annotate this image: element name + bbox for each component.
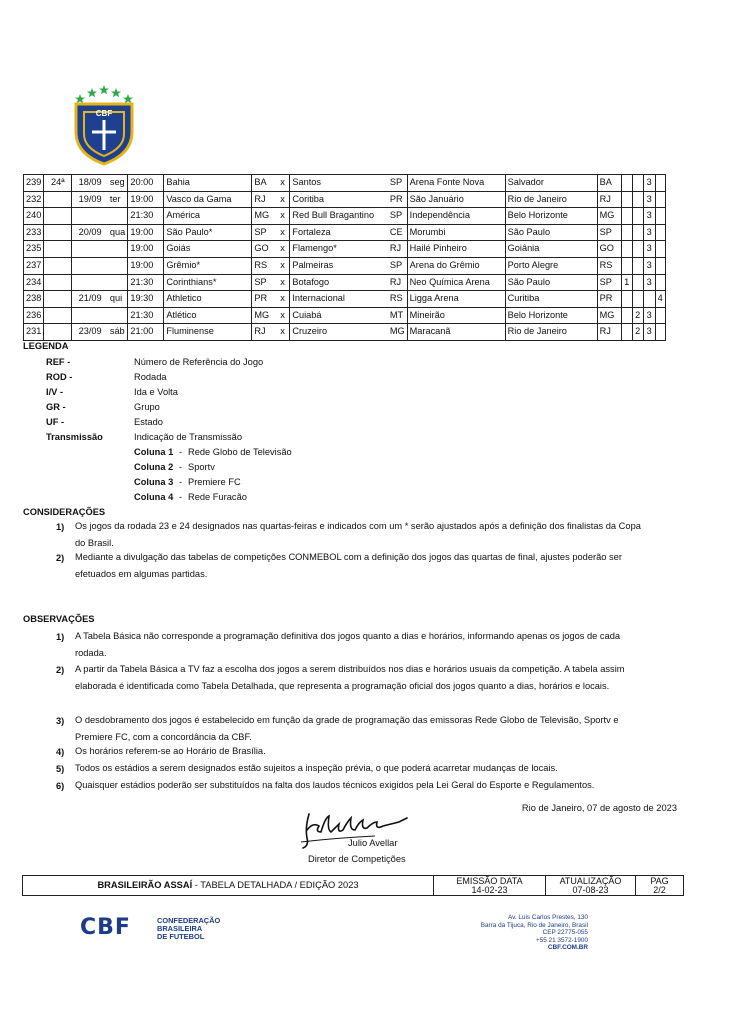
game-date: 20/09 (72, 224, 108, 241)
game-date (72, 241, 108, 258)
game-home-uf: GO (252, 241, 276, 258)
game-tv-col2 (632, 208, 643, 225)
game-ref: 232 (24, 191, 44, 208)
legend-column-value: Sportv (188, 462, 215, 472)
table-row (24, 191, 666, 208)
list-item-text: Os horários referem-se ao Horário de Brasília. (75, 746, 266, 756)
game-time: 19:00 (128, 257, 164, 274)
game-tv-col3: 3 (643, 241, 655, 258)
game-weekday: qui (109, 293, 123, 304)
legend-dash: - (179, 492, 183, 502)
game-city: Salvador (505, 175, 597, 192)
legend-column-key: Coluna 4 (134, 492, 174, 502)
list-item-number: 1) (56, 522, 65, 532)
game-weekday (108, 208, 128, 225)
legenda-title: LEGENDA (23, 341, 69, 351)
list-item-text: Mediante a divulgação das tabelas de competições CONMEBOL com a definição dos jogos das quartas de final, ajustes poderão ser efetuados em algumas partidas. (75, 552, 622, 579)
game-ref: 233 (24, 224, 44, 241)
game-stadium: Morumbi (407, 224, 505, 241)
legend-key: UF - (46, 417, 65, 427)
game-rodada (44, 241, 72, 258)
game-date: 21/09 (72, 291, 108, 308)
game-city: Porto Alegre (505, 257, 597, 274)
game-weekday (108, 307, 128, 324)
game-date: 23/09 (72, 324, 108, 341)
game-away-team: Coritiba (290, 191, 388, 208)
footer-title-bold: BRASILEIRÃO ASSAÍ (97, 880, 193, 890)
game-home-team: Corinthians* (164, 274, 252, 291)
consideracoes-title: CONSIDERAÇÕES (23, 507, 106, 517)
game-tv-col3: 3 (643, 257, 655, 274)
game-stadium: Independência (407, 208, 505, 225)
signer-name: Julio Avellar (348, 838, 398, 848)
list-item-number: 4) (56, 747, 65, 757)
game-rodada (44, 257, 72, 274)
game-weekday (108, 274, 128, 291)
game-weekday (108, 257, 128, 274)
game-home-uf: MG (252, 307, 276, 324)
game-weekday: qua (109, 226, 126, 237)
list-item-text: A Tabela Básica não corresponde a programação definitiva dos jogos quanto a dias e horários, informando apenas os jogos de cada rodada. (75, 631, 621, 658)
legend-key: ROD - (46, 372, 73, 382)
cbf-name-line: DE FUTEBOL (157, 932, 205, 941)
game-tv-col4 (655, 191, 665, 208)
game-tv-col1 (621, 324, 632, 341)
game-away-uf: PR (389, 193, 403, 204)
game-stadium: São Januário (407, 191, 505, 208)
game-away-uf: MG (389, 326, 405, 337)
game-away-uf: MT (389, 309, 404, 320)
game-tv-col2 (632, 191, 643, 208)
list-item-text: Todos os estádios a serem designados estão sujeitos a inspeção prévia, o que poderá acarretar mudanças de locais. (75, 763, 558, 773)
game-tv-col4 (655, 324, 665, 341)
game-uf: GO (597, 241, 621, 258)
game-home-team: Grêmio* (164, 257, 252, 274)
game-away-uf: RJ (389, 243, 402, 254)
game-rodada: 24ª (44, 175, 72, 192)
legend-column-value: Premiere FC (188, 477, 241, 487)
game-away-uf: RJ (389, 276, 402, 287)
list-item-number: 5) (56, 764, 65, 774)
game-tv-col3: 3 (643, 208, 655, 225)
game-versus: x (280, 243, 285, 254)
footer-box (22, 875, 684, 896)
list-item-number: 3) (56, 716, 65, 726)
game-home-team: Bahia (164, 175, 252, 192)
cbf-website-link[interactable]: CBF.COM.BR (547, 944, 588, 952)
legend-key: GR - (46, 402, 66, 412)
game-tv-col1 (621, 307, 632, 324)
game-home-uf: RS (252, 257, 276, 274)
game-date: 19/09 (72, 191, 108, 208)
legend-column-key: Coluna 2 (134, 462, 174, 472)
game-away-team: Internacional (290, 291, 388, 308)
atualizacao-value: 07-08-23 (572, 885, 609, 895)
game-stadium: Maracanã (407, 324, 505, 341)
address-line: Barra da Tijuca, Rio de Janeiro, Brasil (480, 921, 588, 929)
game-versus: x (280, 326, 285, 337)
game-away-team: Red Bull Bragantino (290, 208, 388, 225)
legend-value: Estado (134, 417, 163, 427)
address-line: CEP 22775-055 (542, 929, 588, 937)
game-tv-col2 (632, 241, 643, 258)
table-row (24, 175, 666, 192)
legend-value: Grupo (134, 402, 160, 412)
logo-text: CBF (95, 109, 113, 118)
list-item-number: 2) (56, 553, 65, 563)
game-city: Belo Horizonte (505, 307, 597, 324)
game-tv-col3 (643, 291, 655, 308)
game-uf: RJ (597, 324, 621, 341)
stars-icon (75, 85, 133, 103)
game-tv-col3: 3 (643, 175, 655, 192)
game-away-team: Cuiabá (290, 307, 388, 324)
game-versus: x (280, 293, 285, 304)
game-stadium: Arena do Grêmio (407, 257, 505, 274)
game-tv-col3: 3 (643, 324, 655, 341)
legend-column-key: Coluna 3 (134, 477, 174, 487)
legend-dash: - (179, 447, 183, 457)
table-row (24, 324, 666, 341)
observacoes-title: OBSERVAÇÕES (23, 614, 95, 624)
game-home-uf: RJ (252, 324, 276, 341)
game-tv-col4 (655, 257, 665, 274)
game-date (72, 274, 108, 291)
game-tv-col4 (655, 175, 665, 192)
game-home-team: Vasco da Gama (164, 191, 252, 208)
legend-key: Transmissão (46, 432, 103, 442)
game-city: Belo Horizonte (505, 208, 597, 225)
cbf-name-line: CONFEDERAÇÃO (157, 916, 221, 925)
legend-value: Número de Referência do Jogo (134, 357, 264, 367)
list-item-text: O desdobramento dos jogos é estabelecido em função da grade de programação das emissoras Rede Globo de Televisão, Sportv e Premiere FC, com a concordância da CBF. (75, 715, 619, 742)
footer-title-rest: - TABELA DETALHADA / EDIÇÃO 2023 (192, 880, 359, 890)
game-tv-col1 (621, 291, 632, 308)
list-item-number: 2) (56, 665, 65, 675)
game-home-team: Fluminense (164, 324, 252, 341)
list-item-number: 6) (56, 781, 65, 791)
game-time: 19:00 (128, 224, 164, 241)
game-away-uf: SP (389, 177, 403, 187)
cbf-fullname (157, 917, 220, 941)
emissao-value: 14-02-23 (471, 885, 508, 895)
game-uf: SP (597, 224, 621, 241)
game-weekday (108, 241, 128, 258)
game-stadium: Hailé Pinheiro (407, 241, 505, 258)
game-tv-col2: 2 (632, 324, 643, 341)
game-versus: x (280, 259, 285, 270)
pag-value: 2/2 (653, 885, 666, 895)
game-home-uf: MG (252, 208, 276, 225)
table-row (24, 257, 666, 274)
legend-key: REF - (46, 357, 71, 367)
list-item-text: Os jogos da rodada 23 e 24 designados nas quartas-feiras e indicados com um * serão ajustados após a definição dos finalistas da Copa do Brasil. (75, 521, 641, 548)
game-ref: 234 (24, 274, 44, 291)
game-time: 21:00 (128, 324, 164, 341)
table-row (24, 224, 666, 241)
game-away-team: Botafogo (290, 274, 388, 291)
legend-column-value: Rede Globo de Televisão (188, 447, 292, 457)
game-tv-col2 (632, 291, 643, 308)
game-away-uf: RS (389, 293, 403, 304)
legend-key: I/V - (46, 387, 64, 397)
game-tv-col3: 3 (643, 224, 655, 241)
game-tv-col1 (621, 241, 632, 258)
game-city: Rio de Janeiro (505, 191, 597, 208)
game-away-team: Palmeiras (290, 257, 388, 274)
game-time: 21:30 (128, 208, 164, 225)
game-home-uf: PR (252, 291, 276, 308)
game-versus: x (280, 193, 285, 204)
footer-emissao (433, 876, 545, 895)
game-ref: 237 (24, 257, 44, 274)
game-rodada (44, 274, 72, 291)
game-time: 19:00 (128, 191, 164, 208)
list-item-number: 1) (56, 632, 65, 642)
game-ref: 240 (24, 208, 44, 225)
game-ref: 236 (24, 307, 44, 324)
game-away-uf: SP (389, 259, 403, 270)
game-away-team: Cruzeiro (290, 324, 388, 341)
game-away-team: Fortaleza (290, 224, 388, 241)
game-tv-col1: 1 (621, 274, 632, 291)
game-tv-col3: 3 (643, 307, 655, 324)
game-stadium: Arena Fonte Nova (407, 175, 505, 192)
pag-label: PAG (650, 876, 669, 886)
game-date: 18/09 (72, 175, 108, 192)
game-city: Rio de Janeiro (505, 324, 597, 341)
game-rodada (44, 291, 72, 308)
table-row (24, 307, 666, 324)
game-stadium: Neo Química Arena (407, 274, 505, 291)
address-line: Av. Luis Carlos Prestes, 130 (507, 914, 588, 921)
atualizacao-label: ATUALIZAÇÃO (559, 876, 622, 886)
game-stadium: Ligga Arena (407, 291, 505, 308)
game-uf: RS (597, 257, 621, 274)
game-tv-col4: 4 (655, 291, 665, 308)
game-city: Goiânia (505, 241, 597, 258)
game-ref: 231 (24, 324, 44, 341)
game-uf: MG (597, 307, 621, 324)
game-home-team: Athletico (164, 291, 252, 308)
game-uf: SP (597, 274, 621, 291)
legend-value: Ida e Volta (134, 387, 178, 397)
table-row (24, 241, 666, 258)
game-weekday: sáb (109, 326, 125, 337)
game-home-uf: SP (252, 274, 276, 291)
game-tv-col4 (655, 307, 665, 324)
legend-value: Rodada (134, 372, 167, 382)
table-row (24, 208, 666, 225)
legend-column-key: Coluna 1 (134, 447, 174, 457)
game-city: São Paulo (505, 224, 597, 241)
game-ref: 239 (24, 175, 44, 192)
game-home-uf: BA (252, 175, 276, 192)
game-versus: x (280, 226, 285, 237)
game-uf: PR (597, 291, 621, 308)
game-ref: 235 (24, 241, 44, 258)
game-time: 21:30 (128, 274, 164, 291)
game-weekday: ter (109, 193, 121, 204)
legend-dash: - (179, 462, 183, 472)
game-tv-col1 (621, 257, 632, 274)
game-uf: MG (597, 208, 621, 225)
signer-role: Diretor de Competições (308, 854, 406, 864)
legend-dash: - (179, 477, 183, 487)
legend-value: Indicação de Transmissão (134, 432, 243, 442)
game-rodada (44, 307, 72, 324)
list-item-text: A partir da Tabela Básica a TV faz a escolha dos jogos a serem distribuídos nos dias e horários usuais da competição. A tabela assim elaborada é identificada como Tabela Detalhada, que representa a programação oficial dos jogos quanto a dias, horários e locais. (75, 664, 625, 691)
game-time: 19:00 (128, 241, 164, 258)
game-ref: 238 (24, 291, 44, 308)
game-city: Curitiba (505, 291, 597, 308)
game-versus: x (280, 177, 285, 187)
game-tv-col4 (655, 208, 665, 225)
game-date (72, 208, 108, 225)
legend-column-value: Rede Furacão (188, 492, 247, 502)
game-home-uf: SP (252, 224, 276, 241)
game-uf: RJ (597, 191, 621, 208)
game-tv-col4 (655, 274, 665, 291)
games-table (23, 174, 666, 341)
game-tv-col2 (632, 274, 643, 291)
game-time: 19:30 (128, 291, 164, 308)
game-versus: x (280, 210, 285, 221)
footer-title (23, 876, 433, 895)
game-time: 20:00 (128, 175, 164, 192)
game-tv-col1 (621, 175, 632, 192)
game-date (72, 307, 108, 324)
game-tv-col1 (621, 191, 632, 208)
game-city: São Paulo (505, 274, 597, 291)
game-date (72, 257, 108, 274)
emissao-label: EMISSÃO DATA (456, 876, 523, 886)
game-home-uf: RJ (252, 191, 276, 208)
game-tv-col2 (632, 224, 643, 241)
game-rodada (44, 208, 72, 225)
game-away-team: Flamengo* (290, 241, 388, 258)
game-tv-col1 (621, 224, 632, 241)
game-away-uf: CE (389, 226, 403, 237)
game-tv-col2 (632, 257, 643, 274)
game-home-team: América (164, 208, 252, 225)
footer-pag (635, 876, 683, 895)
footer-atualizacao (545, 876, 635, 895)
game-rodada (44, 324, 72, 341)
game-rodada (44, 191, 72, 208)
game-tv-col3: 3 (643, 274, 655, 291)
game-home-team: Atlético (164, 307, 252, 324)
game-uf: BA (597, 175, 621, 192)
cbf-name-line: BRASILEIRA (157, 924, 203, 933)
game-tv-col2: 2 (632, 307, 643, 324)
game-tv-col1 (621, 208, 632, 225)
game-weekday: seg (109, 177, 125, 187)
game-tv-col4 (655, 224, 665, 241)
table-row (24, 274, 666, 291)
game-away-team: Santos (290, 175, 388, 192)
game-tv-col4 (655, 241, 665, 258)
address-line: +55 21 3572-1900 (535, 936, 588, 944)
game-versus: x (280, 276, 285, 287)
place-date: Rio de Janeiro, 07 de agosto de 2023 (521, 803, 677, 813)
game-tv-col3: 3 (643, 191, 655, 208)
game-time: 21:30 (128, 307, 164, 324)
game-stadium: Mineirão (407, 307, 505, 324)
game-tv-col2 (632, 175, 643, 192)
game-rodada (44, 224, 72, 241)
game-home-team: Goiás (164, 241, 252, 258)
cbf-wordmark: CBF (80, 915, 131, 940)
game-home-team: São Paulo* (164, 224, 252, 241)
cbf-address (420, 914, 588, 952)
game-versus: x (280, 309, 285, 320)
cbf-crest-logo (70, 80, 138, 166)
table-row (24, 291, 666, 308)
list-item-text: Quaisquer estádios poderão ser substituídos na falta dos laudos técnicos exigidos pela Lei Geral do Esporte e Regulamentos. (75, 780, 595, 790)
game-away-uf: SP (389, 210, 403, 221)
